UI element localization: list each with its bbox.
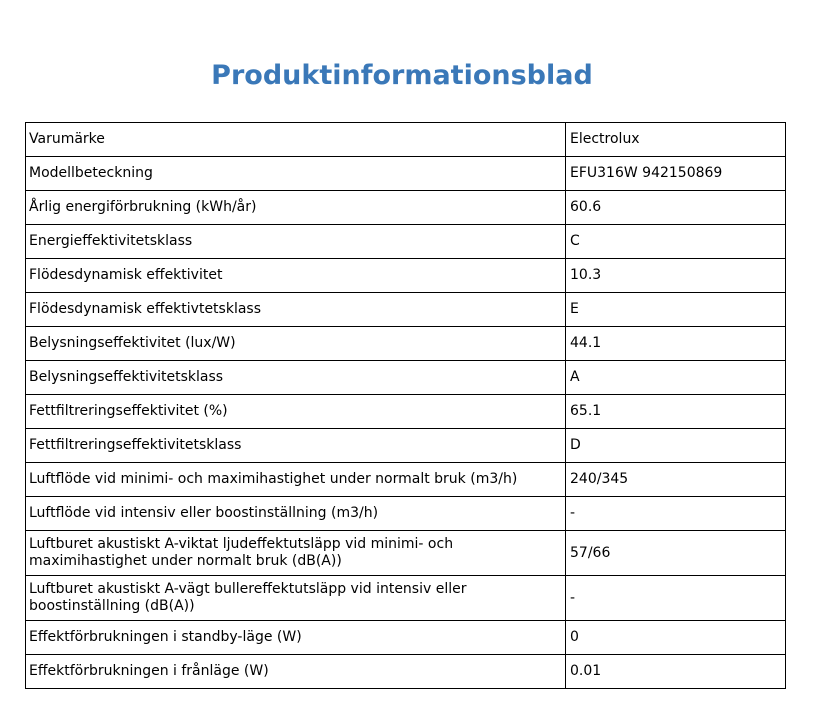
row-label-grease-filter-efficiency: Fettfiltreringseffektivitet (%) — [26, 395, 566, 429]
table-row — [26, 191, 786, 225]
row-label-off-power: Effektförbrukningen i frånläge (W) — [26, 655, 566, 689]
table-row — [26, 576, 786, 621]
row-label-airflow-normal: Luftflöde vid minimi- och maximihastighet under normalt bruk (m3/h) — [26, 463, 566, 497]
row-value-fluid-dynamic-efficiency: 10.3 — [566, 259, 786, 293]
table-row — [26, 497, 786, 531]
row-label-fluid-dynamic-class: Flödesdynamisk effektivtetsklass — [26, 293, 566, 327]
row-label-grease-filter-class: Fettfiltreringseffektivitetsklass — [26, 429, 566, 463]
row-value-noise-boost: - — [566, 576, 786, 621]
row-label-noise-normal: Luftburet akustiskt A-viktat ljudeffektutsläpp vid minimi- och maximihastighet under normalt bruk (dB(A)) — [26, 531, 566, 576]
row-label-energy-class: Energieffektivitetsklass — [26, 225, 566, 259]
product-info-table — [25, 122, 786, 689]
table-row — [26, 361, 786, 395]
row-value-grease-filter-class: D — [566, 429, 786, 463]
row-label-annual-energy: Årlig energiförbrukning (kWh/år) — [26, 191, 566, 225]
row-value-noise-normal: 57/66 — [566, 531, 786, 576]
table-row — [26, 123, 786, 157]
row-label-lighting-efficiency: Belysningseffektivitet (lux/W) — [26, 327, 566, 361]
row-value-lighting-class: A — [566, 361, 786, 395]
row-value-off-power: 0.01 — [566, 655, 786, 689]
table-row — [26, 429, 786, 463]
row-value-grease-filter-efficiency: 65.1 — [566, 395, 786, 429]
row-label-lighting-class: Belysningseffektivitetsklass — [26, 361, 566, 395]
row-label-brand: Varumärke — [26, 123, 566, 157]
row-value-fluid-dynamic-class: E — [566, 293, 786, 327]
table-row — [26, 531, 786, 576]
row-label-airflow-boost: Luftflöde vid intensiv eller boostinställning (m3/h) — [26, 497, 566, 531]
row-value-annual-energy: 60.6 — [566, 191, 786, 225]
row-value-standby-power: 0 — [566, 621, 786, 655]
table-row — [26, 655, 786, 689]
table-row — [26, 327, 786, 361]
table-row — [26, 395, 786, 429]
row-value-lighting-efficiency: 44.1 — [566, 327, 786, 361]
row-value-airflow-normal: 240/345 — [566, 463, 786, 497]
table-row — [26, 225, 786, 259]
row-value-brand: Electrolux — [566, 123, 786, 157]
table-row — [26, 157, 786, 191]
table-row — [26, 259, 786, 293]
row-label-noise-boost: Luftburet akustiskt A-vägt bullereffektutsläpp vid intensiv eller boostinställning (dB(A)) — [26, 576, 566, 621]
row-label-standby-power: Effektförbrukningen i standby-läge (W) — [26, 621, 566, 655]
page-title: Produktinformationsblad — [211, 60, 593, 91]
table-row — [26, 463, 786, 497]
table-row — [26, 293, 786, 327]
row-value-energy-class: C — [566, 225, 786, 259]
table-row — [26, 621, 786, 655]
row-value-airflow-boost: - — [566, 497, 786, 531]
row-value-model: EFU316W 942150869 — [566, 157, 786, 191]
row-label-model: Modellbeteckning — [26, 157, 566, 191]
row-label-fluid-dynamic-efficiency: Flödesdynamisk effektivitet — [26, 259, 566, 293]
